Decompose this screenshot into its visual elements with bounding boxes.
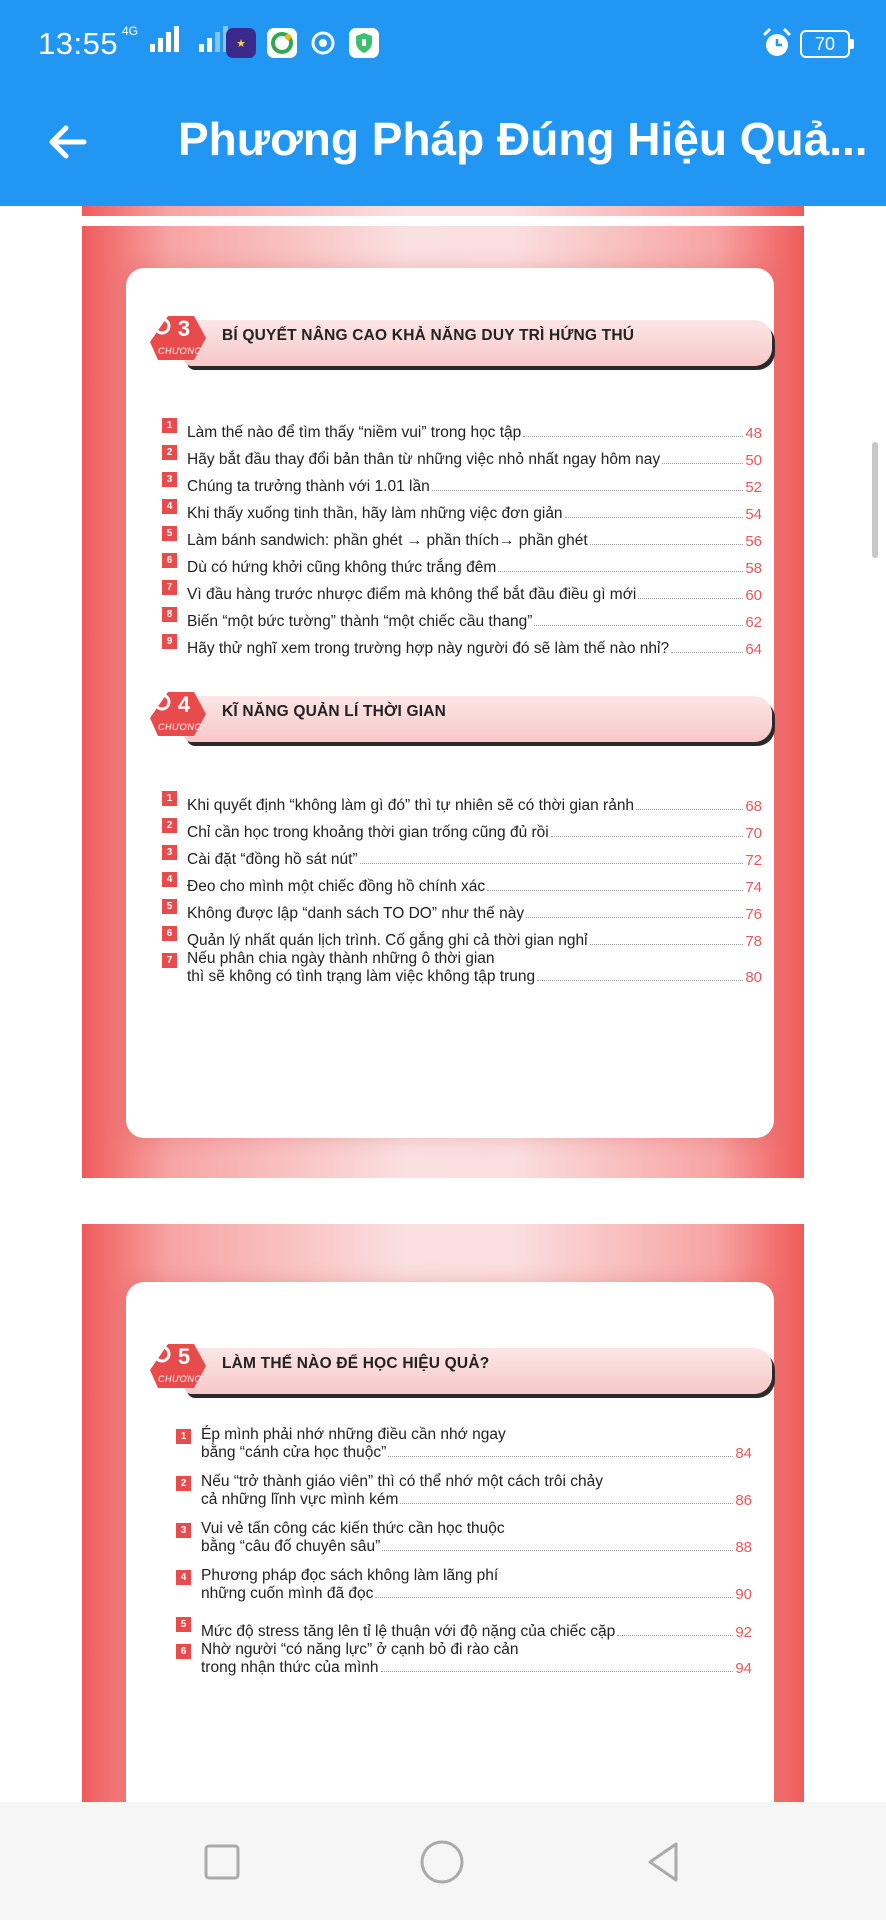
item-number: 4	[176, 1570, 191, 1585]
item-title: Biến “một bức tường” thành “một chiếc cầu thang”	[187, 613, 533, 630]
item-title: Chúng ta trưởng thành với 1.01 lần	[187, 478, 430, 495]
toc-item[interactable]	[162, 415, 762, 442]
chapter-5-header	[148, 1340, 772, 1412]
item-title: Làm thế nào để tìm thấy “niềm vui” trong học tập	[187, 424, 522, 441]
chapter-number: 4	[177, 692, 191, 717]
item-title: Ép mình phải nhớ những điều cần nhớ ngay	[201, 1426, 506, 1443]
item-title: Không được lập “danh sách TO DO” như thế này	[187, 905, 525, 922]
leader-dots	[537, 980, 743, 981]
item-title: Làm bánh sandwich: phần ghét → phần thích→ phần ghét	[187, 532, 588, 549]
item-page: 52	[745, 479, 762, 496]
toc-item[interactable]	[162, 631, 762, 658]
item-page: 48	[745, 425, 762, 442]
item-title: Hãy thử nghĩ xem trong trường hợp này người đó sẽ làm thế nào nhỉ?	[187, 640, 670, 657]
leader-dots	[382, 1550, 733, 1551]
leader-dots	[671, 652, 743, 653]
item-page: 76	[745, 906, 762, 923]
status-bar	[0, 0, 886, 88]
item-title-line2: bằng “cánh cửa học thuộc”	[201, 1444, 387, 1461]
toc-item[interactable]	[162, 442, 762, 469]
leader-dots	[487, 890, 743, 891]
leader-dots	[381, 1671, 734, 1672]
chapter-4-header	[148, 688, 772, 760]
item-title: Cài đặt “đồng hồ sát nút”	[187, 851, 358, 868]
app-bar	[0, 88, 886, 206]
item-title: Quản lý nhất quán lịch trình. Cố gắng ghi cả thời gian nghỉ	[187, 932, 588, 949]
battery-indicator: 70	[800, 30, 850, 58]
toc-item[interactable]	[162, 577, 762, 604]
item-title: Dù có hứng khởi cũng không thức trắng đêm	[187, 559, 497, 576]
signal-bars-2-icon	[199, 24, 228, 52]
network-type: 4G	[122, 24, 139, 38]
item-page: 90	[735, 1586, 752, 1603]
toc-item[interactable]	[162, 496, 762, 523]
toc-item[interactable]	[162, 550, 762, 577]
item-title: Hãy bắt đầu thay đổi bản thân từ những việc nhỏ nhất ngay hôm nay	[187, 451, 661, 468]
item-page: 80	[745, 969, 762, 986]
toc-item[interactable]	[162, 923, 762, 950]
leader-dots	[565, 517, 744, 518]
item-page: 50	[745, 452, 762, 469]
toc-item[interactable]	[162, 869, 762, 896]
toc-item[interactable]	[176, 1567, 752, 1614]
item-page: 86	[735, 1492, 752, 1509]
leader-dots	[551, 836, 744, 837]
scroll-indicator[interactable]	[872, 442, 878, 558]
toc-item[interactable]	[176, 1426, 752, 1473]
circle-icon[interactable]	[418, 1838, 466, 1886]
chapter-3-list	[162, 415, 762, 658]
item-number: 5	[162, 526, 177, 541]
item-number: 2	[162, 818, 177, 833]
item-number: 5	[176, 1617, 191, 1632]
leader-dots	[636, 809, 743, 810]
item-page: 54	[745, 506, 762, 523]
item-page: 88	[735, 1539, 752, 1556]
leader-dots	[523, 436, 743, 437]
square-icon[interactable]	[198, 1838, 246, 1886]
item-page: 78	[745, 933, 762, 950]
item-title: Nếu “trở thành giáo viên” thì có thể nhớ một cách trôi chảy	[201, 1473, 604, 1490]
item-number: 7	[162, 953, 177, 968]
item-number: 3	[176, 1523, 191, 1538]
chapter-badge	[148, 688, 212, 750]
previous-page-edge	[82, 206, 804, 216]
leader-dots	[617, 1635, 733, 1636]
game-app-icon: ★	[226, 28, 256, 58]
signal-bars-icon	[150, 24, 179, 52]
toc-item[interactable]	[176, 1614, 752, 1641]
page-title: Phương Pháp Đúng Hiệu Quả...	[178, 113, 868, 165]
item-number: 2	[162, 445, 177, 460]
toc-item[interactable]	[162, 950, 762, 994]
document-page-2[interactable]	[82, 1224, 804, 1802]
item-number: 1	[162, 791, 177, 806]
item-title: Mức độ stress tăng lên tỉ lệ thuận với độ nặng của chiếc cặp	[201, 1623, 616, 1640]
item-page: 74	[745, 879, 762, 896]
chapter-word: CHƯƠNG	[158, 722, 202, 732]
toc-item[interactable]	[162, 842, 762, 869]
item-page: 64	[745, 641, 762, 658]
chapter-title: LÀM THẾ NÀO ĐỂ HỌC HIỆU QUẢ?	[222, 1355, 490, 1372]
signal-indicators	[122, 24, 228, 52]
arrow-left-icon[interactable]	[44, 118, 92, 166]
item-number: 4	[162, 872, 177, 887]
chapter-badge	[148, 1340, 212, 1402]
leader-dots	[590, 544, 744, 545]
shield-app-icon	[349, 28, 379, 58]
item-page: 58	[745, 560, 762, 577]
item-number: 6	[162, 553, 177, 568]
toc-card	[126, 268, 774, 1138]
toc-item[interactable]	[162, 815, 762, 842]
chapter-5-list	[176, 1426, 752, 1688]
leader-dots	[375, 1597, 733, 1598]
target-app-icon	[308, 28, 338, 58]
leader-dots	[662, 463, 743, 464]
chapter-number: 5	[177, 1344, 191, 1369]
item-number: 1	[176, 1429, 191, 1444]
system-nav-bar	[0, 1802, 886, 1920]
chapter-badge	[148, 312, 212, 374]
chapter-word: CHƯƠNG	[158, 1374, 202, 1384]
item-page: 92	[735, 1624, 752, 1641]
chapter-title: KĨ NĂNG QUẢN LÍ THỜI GIAN	[222, 703, 447, 720]
item-number: 9	[162, 634, 177, 649]
item-number: 6	[176, 1644, 191, 1659]
leader-dots	[526, 917, 743, 918]
item-number: 1	[162, 418, 177, 433]
item-page: 56	[745, 533, 762, 550]
item-page: 70	[745, 825, 762, 842]
leader-dots	[534, 625, 743, 626]
item-title: Nếu phân chia ngày thành những ô thời gian	[187, 950, 495, 967]
leader-dots	[388, 1456, 733, 1457]
item-title-line2: cả những lĩnh vực mình kém	[201, 1491, 399, 1508]
toc-item[interactable]	[162, 896, 762, 923]
alarm-icon	[760, 26, 794, 60]
item-number: 3	[162, 472, 177, 487]
leader-dots	[432, 490, 744, 491]
status-time: 13:55	[38, 26, 119, 61]
triangle-back-icon[interactable]	[640, 1838, 688, 1886]
top-bar	[0, 0, 886, 206]
item-title: Đeo cho mình một chiếc đồng hồ chính xác	[187, 878, 486, 895]
item-title-line2: trong nhận thức của mình	[201, 1659, 379, 1676]
toc-item[interactable]	[176, 1520, 752, 1567]
green-c-app-icon	[267, 28, 297, 58]
chapter-4-list	[162, 788, 762, 994]
item-title: Khi thấy xuống tinh thần, hãy làm những việc đơn giản	[187, 505, 563, 522]
notification-icons	[226, 28, 379, 58]
chapter-3-header	[148, 312, 772, 384]
chapter-number: 3	[177, 316, 191, 341]
item-title: Vui vẻ tấn công các kiến thức cần học thuộc	[201, 1520, 505, 1537]
leader-dots	[400, 1503, 733, 1504]
item-title: Vì đầu hàng trước nhược điểm mà không thể bắt đầu điều gì mới	[187, 586, 637, 603]
item-title-line2: những cuốn mình đã đọc	[201, 1585, 374, 1602]
toc-item[interactable]	[162, 469, 762, 496]
toc-item[interactable]	[162, 523, 762, 550]
item-title: Phương pháp đọc sách không làm lãng phí	[201, 1567, 499, 1584]
chapter-title: BÍ QUYẾT NÂNG CAO KHẢ NĂNG DUY TRÌ HỨNG THÚ	[222, 327, 635, 344]
item-page: 60	[745, 587, 762, 604]
item-page: 84	[735, 1445, 752, 1462]
item-title-line2: bằng “câu đố chuyên sâu”	[201, 1538, 381, 1555]
toc-item[interactable]	[162, 788, 762, 815]
item-number: 6	[162, 926, 177, 941]
item-title-line2: thì sẽ không có tình trạng làm việc không tập trung	[187, 968, 536, 985]
item-number: 3	[162, 845, 177, 860]
item-title: Chỉ cần học trong khoảng thời gian trống cũng đủ rồi	[187, 824, 549, 841]
item-page: 72	[745, 852, 762, 869]
item-title: Khi quyết định “không làm gì đó” thì tự nhiên sẽ có thời gian rảnh	[187, 797, 635, 814]
document-page-1[interactable]	[82, 226, 804, 1178]
item-number: 5	[162, 899, 177, 914]
toc-item[interactable]	[176, 1473, 752, 1520]
toc-item[interactable]	[176, 1641, 752, 1688]
item-title: Nhờ người “có năng lực” ở cạnh bỏ đi rào cản	[201, 1641, 519, 1658]
toc-item[interactable]	[162, 604, 762, 631]
item-number: 4	[162, 499, 177, 514]
toc-card	[126, 1282, 774, 1802]
item-page: 94	[735, 1660, 752, 1677]
item-number: 2	[176, 1476, 191, 1491]
chapter-word: CHƯƠNG	[158, 346, 202, 356]
leader-dots	[590, 944, 744, 945]
leader-dots	[638, 598, 743, 599]
item-number: 7	[162, 580, 177, 595]
leader-dots	[498, 571, 743, 572]
leader-dots	[360, 863, 744, 864]
item-number: 8	[162, 607, 177, 622]
item-page: 62	[745, 614, 762, 631]
item-page: 68	[745, 798, 762, 815]
